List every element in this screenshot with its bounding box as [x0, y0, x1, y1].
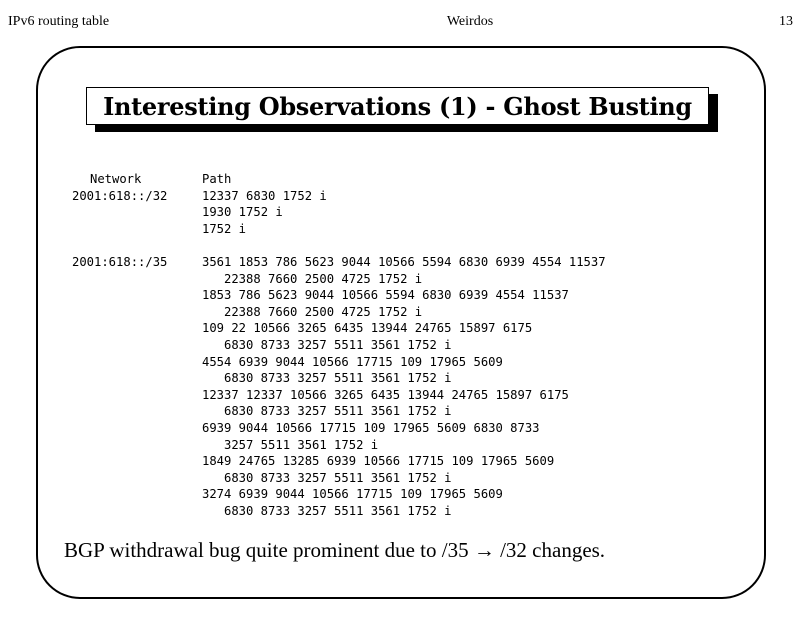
as-path: 1752 i — [202, 221, 247, 236]
route-group — [72, 188, 606, 238]
as-path: 4554 6939 9044 10566 17715 109 17965 5609 — [202, 354, 503, 369]
column-header-path: Path — [202, 172, 232, 186]
header-subsection: Weirdos — [446, 14, 494, 29]
group-spacer — [72, 237, 606, 254]
as-path: 12337 6830 1752 i — [202, 188, 327, 203]
page-header — [0, 14, 800, 32]
as-path-list — [202, 188, 327, 238]
as-path: 109 22 10566 3265 6435 13944 24765 15897 6175 — [202, 321, 533, 336]
as-path: 1853 786 5623 9044 10566 5594 6830 6939 4554 11537 — [202, 288, 569, 303]
as-path: 1930 1752 i — [202, 205, 283, 220]
as-path-continuation: 22388 7660 2500 4725 1752 i — [224, 271, 423, 286]
as-path-continuation: 6830 8733 3257 5511 3561 1752 i — [224, 404, 452, 419]
as-path: 1849 24765 13285 6939 10566 17715 109 17965 5609 — [202, 454, 555, 469]
as-path-list — [202, 254, 606, 520]
slide-title: Interesting Observations (1) - Ghost Busting — [86, 87, 709, 125]
routing-table — [72, 171, 606, 519]
as-path: 6939 9044 10566 17715 109 17965 5609 6830 8733 — [202, 420, 540, 435]
route-group — [72, 254, 606, 520]
as-path: 12337 12337 10566 3265 6435 13944 24765 15897 6175 — [202, 387, 569, 402]
slide-footer-note: BGP withdrawal bug quite prominent due to /35 → /32 changes. — [64, 538, 606, 562]
column-header-network: Network — [90, 172, 142, 186]
route-groups — [72, 188, 606, 520]
as-path-continuation: 6830 8733 3257 5511 3561 1752 i — [224, 470, 452, 485]
network-prefix: 2001:618::/32 — [72, 188, 168, 203]
slide-frame — [36, 46, 766, 599]
header-section-title: IPv6 routing table — [8, 14, 110, 29]
as-path: 3274 6939 9044 10566 17715 109 17965 5609 — [202, 487, 503, 502]
as-path-continuation: 6830 8733 3257 5511 3561 1752 i — [224, 337, 452, 352]
page-number: 13 — [779, 14, 793, 29]
as-path-continuation: 6830 8733 3257 5511 3561 1752 i — [224, 503, 452, 518]
network-prefix: 2001:618::/35 — [72, 254, 168, 269]
as-path-continuation: 22388 7660 2500 4725 1752 i — [224, 304, 423, 319]
table-header-row — [72, 171, 606, 188]
as-path: 3561 1853 786 5623 9044 10566 5594 6830 6939 4554 11537 — [202, 254, 606, 269]
as-path-continuation: 3257 5511 3561 1752 i — [224, 437, 379, 452]
as-path-continuation: 6830 8733 3257 5511 3561 1752 i — [224, 371, 452, 386]
